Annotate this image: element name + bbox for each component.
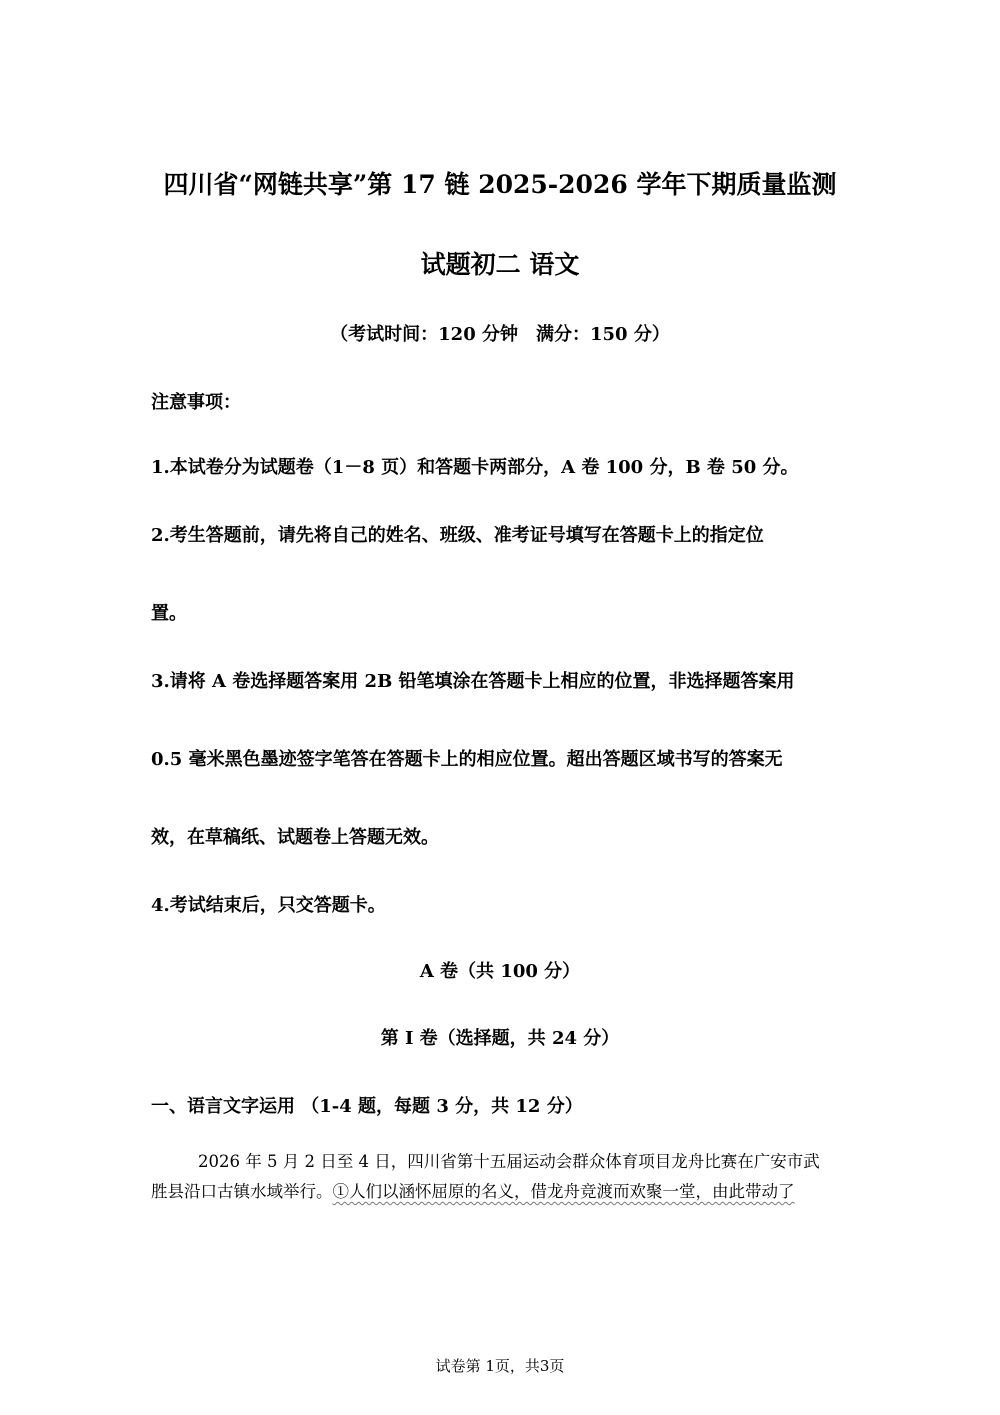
reading-passage	[151, 1147, 851, 1207]
note-item: 2.考生答题前，请先将自己的姓名、班级、准考证号填写在答题卡上的指定位	[151, 525, 764, 546]
section-i-heading: 第 I 卷（选择题，共 24 分）	[380, 1028, 620, 1049]
note-item: 0.5 毫米黑色墨迹签字笔答在答题卡上的相应位置。超出答题区域书写的答案无	[151, 749, 783, 770]
part1-heading: 一、语言文字运用 （1-4 题，每题 3 分，共 12 分）	[151, 1096, 583, 1117]
passage-line	[151, 1177, 851, 1207]
exam-title-line2: 试题初二 语文	[420, 250, 580, 279]
page-footer: 试卷第 1页，共3页	[435, 1357, 565, 1375]
section-a-heading: A 卷（共 100 分）	[419, 961, 581, 982]
note-item: 1.本试卷分为试题卷（1－8 页）和答题卡两部分，A 卷 100 分，B 卷 50 分。	[151, 457, 799, 478]
passage-line: 2026 年 5 月 2 日至 4 日，四川省第十五届运动会群众体育项目龙舟比赛在广安市武	[198, 1152, 820, 1171]
note-item: 效，在草稿纸、试题卷上答题无效。	[151, 827, 439, 848]
passage-text: 胜县沿口古镇水域举行。	[151, 1182, 333, 1201]
note-item: 置。	[151, 603, 187, 624]
notes-heading: 注意事项：	[151, 392, 241, 413]
exam-title-line1: 四川省“网链共享”第 17 链 2025-2026 学年下期质量监测	[163, 170, 837, 199]
note-item: 3.请将 A 卷选择题答案用 2B 铅笔填涂在答题卡上相应的位置，非选择题答案用	[151, 671, 795, 692]
underlined-sentence: ①人们以涵怀屈原的名义，借龙舟竞渡而欢聚一堂，由此带动了	[332, 1182, 795, 1201]
note-item: 4.考试结束后，只交答题卡。	[151, 895, 386, 916]
notes-list	[151, 455, 851, 919]
exam-info: （考试时间：120 分钟 满分：150 分）	[330, 324, 670, 345]
